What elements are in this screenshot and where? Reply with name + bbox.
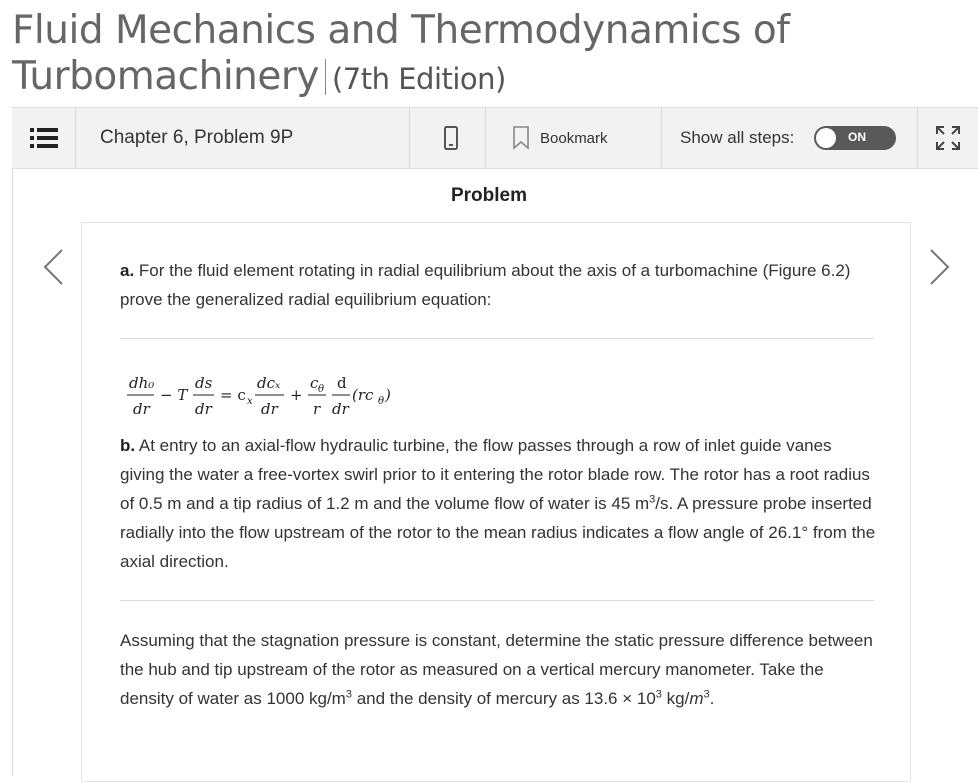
bookmark-button[interactable] bbox=[512, 108, 608, 168]
part-c-text-4: . bbox=[709, 689, 715, 708]
title-separator bbox=[325, 59, 326, 95]
eq-equals: = c bbox=[220, 386, 246, 404]
chevron-left-icon[interactable] bbox=[40, 247, 66, 292]
list-menu-icon[interactable] bbox=[30, 108, 58, 168]
eq-lhs1-den: dr bbox=[133, 400, 150, 418]
chevron-right-icon[interactable] bbox=[927, 247, 953, 292]
part-c-sup-2: 3 bbox=[655, 688, 662, 701]
part-b-label: b. bbox=[120, 436, 136, 455]
toggle-knob bbox=[816, 128, 836, 148]
part-a-text: For the fluid element rotating in radial equilibrium about the axis of a turbomachine (Figure 6.2) prove the generalized radial equilibrium equation: bbox=[120, 261, 851, 309]
eq-rhs2-num: c bbox=[310, 374, 319, 392]
bookmark-icon bbox=[512, 126, 530, 150]
divider-2 bbox=[120, 600, 874, 601]
eq-lhs2-den: dr bbox=[195, 400, 212, 418]
part-b-text-2: /s. A pressure probe inserted radially into the flow upstream of the rotor to the mean radius indicates a flow angle of 26.1° from the axial direction. bbox=[120, 494, 876, 571]
bookmark-label: Bookmark bbox=[540, 129, 608, 147]
radial-equilibrium-equation bbox=[124, 372, 424, 425]
eq-rhs1-den: dr bbox=[261, 400, 278, 418]
divider-1 bbox=[120, 338, 874, 339]
toggle-state: ON bbox=[848, 130, 866, 144]
eq-tail-end: ) bbox=[385, 386, 391, 404]
eq-tail-sub: θ bbox=[378, 396, 385, 407]
part-c-text-1: Assuming that the stagnation pressure is constant, determine the static pressure difference between the hub and tip upstream of the rotor as measured on a vertical mercury manometer. Take the density of water as 1000 kg/m bbox=[120, 631, 873, 708]
part-c-unit-italic: m bbox=[689, 689, 704, 708]
mobile-device-icon[interactable] bbox=[440, 108, 462, 168]
expand-icon[interactable] bbox=[934, 108, 962, 168]
part-c-sup-3: 3 bbox=[703, 688, 710, 701]
book-edition: (7th Edition) bbox=[331, 62, 506, 96]
chapter-problem-label: Chapter 6, Problem 9P bbox=[100, 127, 294, 148]
show-all-steps-toggle[interactable] bbox=[814, 126, 896, 150]
problem-heading: Problem bbox=[450, 185, 528, 206]
part-a-paragraph bbox=[120, 256, 880, 314]
eq-lhs1-num: dh₀ bbox=[129, 374, 155, 392]
eq-plus: + bbox=[290, 386, 303, 404]
part-b-paragraph bbox=[120, 431, 880, 576]
eq-lhs2-num: ds bbox=[195, 374, 213, 392]
eq-d-den: dr bbox=[332, 400, 349, 418]
eq-rhs1-num: dcₓ bbox=[257, 374, 281, 392]
part-b-text-1: At entry to an axial-flow hydraulic turbine, the flow passes through a row of inlet guide vanes giving the water a free-vortex swirl prior to it entering the rotor blade row. The rotor has a root radius of 0.5 m and a tip radius of 1.2 m and the volume flow of water is 45 m bbox=[120, 436, 870, 513]
show-all-steps-label: Show all steps: bbox=[680, 128, 795, 147]
book-title bbox=[12, 8, 972, 102]
book-title-text: Fluid Mechanics and Thermodynamics of Turbomachinery bbox=[12, 8, 790, 99]
part-c-paragraph bbox=[120, 626, 880, 713]
part-c-sup-1: 3 bbox=[345, 688, 352, 701]
eq-rhs2-den: r bbox=[313, 400, 321, 418]
part-c-text-3: kg/ bbox=[661, 689, 690, 708]
eq-tail: (rc bbox=[352, 386, 374, 404]
eq-minus-t: − T bbox=[160, 386, 188, 404]
part-a-label: a. bbox=[120, 261, 135, 280]
problem-toolbar bbox=[12, 107, 978, 169]
eq-sub-x: x bbox=[247, 396, 253, 407]
part-b-sup: 3 bbox=[649, 493, 656, 506]
eq-d-num: d bbox=[337, 374, 347, 392]
part-c-text-2: and the density of mercury as 13.6 × 10 bbox=[351, 689, 656, 708]
eq-rhs2-num-sub: θ bbox=[318, 384, 325, 395]
